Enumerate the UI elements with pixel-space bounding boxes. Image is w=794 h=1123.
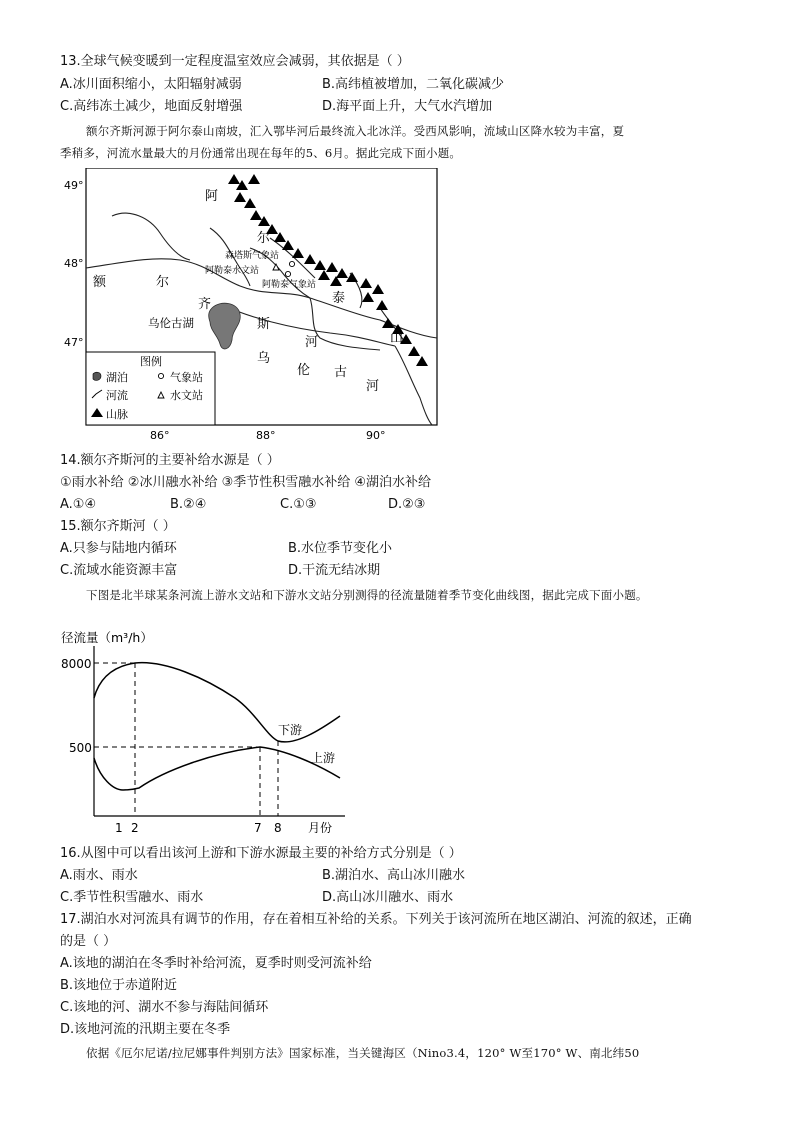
x-axis-label: 月份 xyxy=(308,821,333,835)
weather-station-marker xyxy=(289,261,294,266)
q17-option-b: B.该地位于赤道附近 xyxy=(60,978,178,993)
label-he2: 河 xyxy=(366,379,380,394)
label-shan: 山 xyxy=(390,331,404,346)
altai-map-figure xyxy=(60,168,445,440)
q17-option-c: C.该地的河、湖水不参与海陆间循环 xyxy=(60,1000,269,1015)
y-tick-8000: 8000 xyxy=(61,657,92,671)
lat-label-49: 49° xyxy=(64,179,84,192)
lat-label-47: 47° xyxy=(64,336,84,349)
q17-stem-line-2: 的是（ ） xyxy=(60,934,117,949)
legend-hydro-label: 水文站 xyxy=(170,389,203,402)
series-label-downstream: 下游 xyxy=(278,723,303,737)
lon-label-90: 90° xyxy=(366,429,386,440)
y-tick-500: 500 xyxy=(69,741,92,755)
q14-option-b: B.②④ xyxy=(170,497,207,512)
runoff-chart xyxy=(55,628,360,838)
q13-option-a: A.冰川面积缩小，太阳辐射减弱 xyxy=(60,77,242,92)
q14-option-d: D.②③ xyxy=(388,497,426,512)
legend-lake-label: 湖泊 xyxy=(106,371,128,384)
x-tick-7: 7 xyxy=(254,821,262,835)
q14-option-c: C.①③ xyxy=(280,497,317,512)
label-gu: 古 xyxy=(334,365,348,380)
lon-label-86: 86° xyxy=(150,429,170,440)
label-wu: 乌 xyxy=(257,351,271,366)
q15-stem: 15.额尔齐斯河（ ） xyxy=(60,519,176,534)
q16-option-d: D.高山冰川融水、雨水 xyxy=(322,890,454,905)
legend-mountain-label: 山脉 xyxy=(106,408,128,421)
chart-ylabel: 径流量（m³/h） xyxy=(61,630,153,645)
station-label-sentasi: 森塔斯气象站 xyxy=(225,251,280,261)
q13-option-d: D.海平面上升，大气水汽增加 xyxy=(322,99,493,114)
legend-river-label: 河流 xyxy=(106,389,128,402)
lat-label-48: 48° xyxy=(64,257,84,270)
label-er: 尔 xyxy=(257,231,271,246)
label-lun: 伦 xyxy=(297,363,311,378)
q13-option-c: C.高纬冻土减少，地面反射增强 xyxy=(60,99,243,114)
q16-option-c: C.季节性积雪融水、雨水 xyxy=(60,890,204,905)
intro-paragraph-3: 依据《厄尔尼诺/拉尼娜事件判别方法》国家标准，当关键海区（Nino3.4，120° W至170° W、南北纬50 xyxy=(86,1046,640,1060)
q15-option-d: D.干流无结冰期 xyxy=(288,563,381,578)
label-qi: 齐 xyxy=(198,297,212,312)
x-tick-1: 1 xyxy=(115,821,123,835)
label-er2: 尔 xyxy=(156,275,170,290)
label-e: 额 xyxy=(93,275,107,290)
intro-paragraph-1-line-2: 季稍多，河流水量最大的月份通常出现在每年的5、6月。据此完成下面小题。 xyxy=(60,146,462,160)
lon-label-88: 88° xyxy=(256,429,276,440)
legend-title: 图例 xyxy=(140,355,162,368)
label-si: 斯 xyxy=(257,317,271,332)
guide-lines xyxy=(94,663,278,816)
label-a: 阿 xyxy=(205,189,219,204)
legend-weather-icon xyxy=(158,373,163,378)
station-label-aletai: 阿勒泰气象站 xyxy=(262,280,317,290)
q15-option-a: A.只参与陆地内循环 xyxy=(60,541,177,556)
series-line-upstream xyxy=(94,747,340,790)
q17-option-d: D.该地河流的汛期主要在冬季 xyxy=(60,1022,231,1037)
legend-weather-label: 气象站 xyxy=(170,371,203,384)
legend-lake-icon xyxy=(93,372,101,380)
x-tick-2: 2 xyxy=(131,821,139,835)
lake-label: 乌伦古湖 xyxy=(148,316,194,330)
label-he: 河 xyxy=(305,335,319,350)
q14-option-a: A.①④ xyxy=(60,497,97,512)
weather-station-marker-2 xyxy=(285,271,290,276)
series-label-upstream: 上游 xyxy=(311,751,336,765)
intro-paragraph-2: 下图是北半球某条河流上游水文站和下游水文站分别测得的径流量随着季节变化曲线图，据此完成下面小题。 xyxy=(86,588,648,602)
q13-stem: 13.全球气候变暖到一定程度温室效应会减弱，其依据是（ ） xyxy=(60,54,410,69)
q17-stem-line-1: 17.湖泊水对河流具有调节的作用，存在着相互补给的关系。下列关于该河流所在地区湖泊、河流的叙述，正确 xyxy=(60,912,692,927)
intro-paragraph-1-line-1: 额尔齐斯河源于阿尔泰山南坡，汇入鄂毕河后最终流入北冰洋。受西风影响，流域山区降水较为丰富，夏 xyxy=(86,124,625,138)
series-line-downstream xyxy=(94,663,340,742)
x-tick-8: 8 xyxy=(274,821,282,835)
q16-option-a: A.雨水、雨水 xyxy=(60,868,138,883)
q14-stem: 14.额尔齐斯河的主要补给水源是（ ） xyxy=(60,453,280,468)
q16-option-b: B.湖泊水、高山冰川融水 xyxy=(322,868,466,883)
station-label-hydro: 阿勒泰水文站 xyxy=(205,266,260,276)
q15-option-b: B.水位季节变化小 xyxy=(288,541,393,556)
q14-items: ①雨水补给 ②冰川融水补给 ③季节性积雪融水补给 ④湖泊水补给 xyxy=(60,475,432,490)
q17-option-a: A.该地的湖泊在冬季时补给河流，夏季时则受河流补给 xyxy=(60,956,372,971)
label-tai: 泰 xyxy=(332,291,346,306)
q15-option-c: C.流域水能资源丰富 xyxy=(60,563,178,578)
q13-option-b: B.高纬植被增加，二氧化碳减少 xyxy=(322,77,505,92)
q16-stem: 16.从图中可以看出该河上游和下游水源最主要的补给方式分别是（ ） xyxy=(60,846,462,861)
